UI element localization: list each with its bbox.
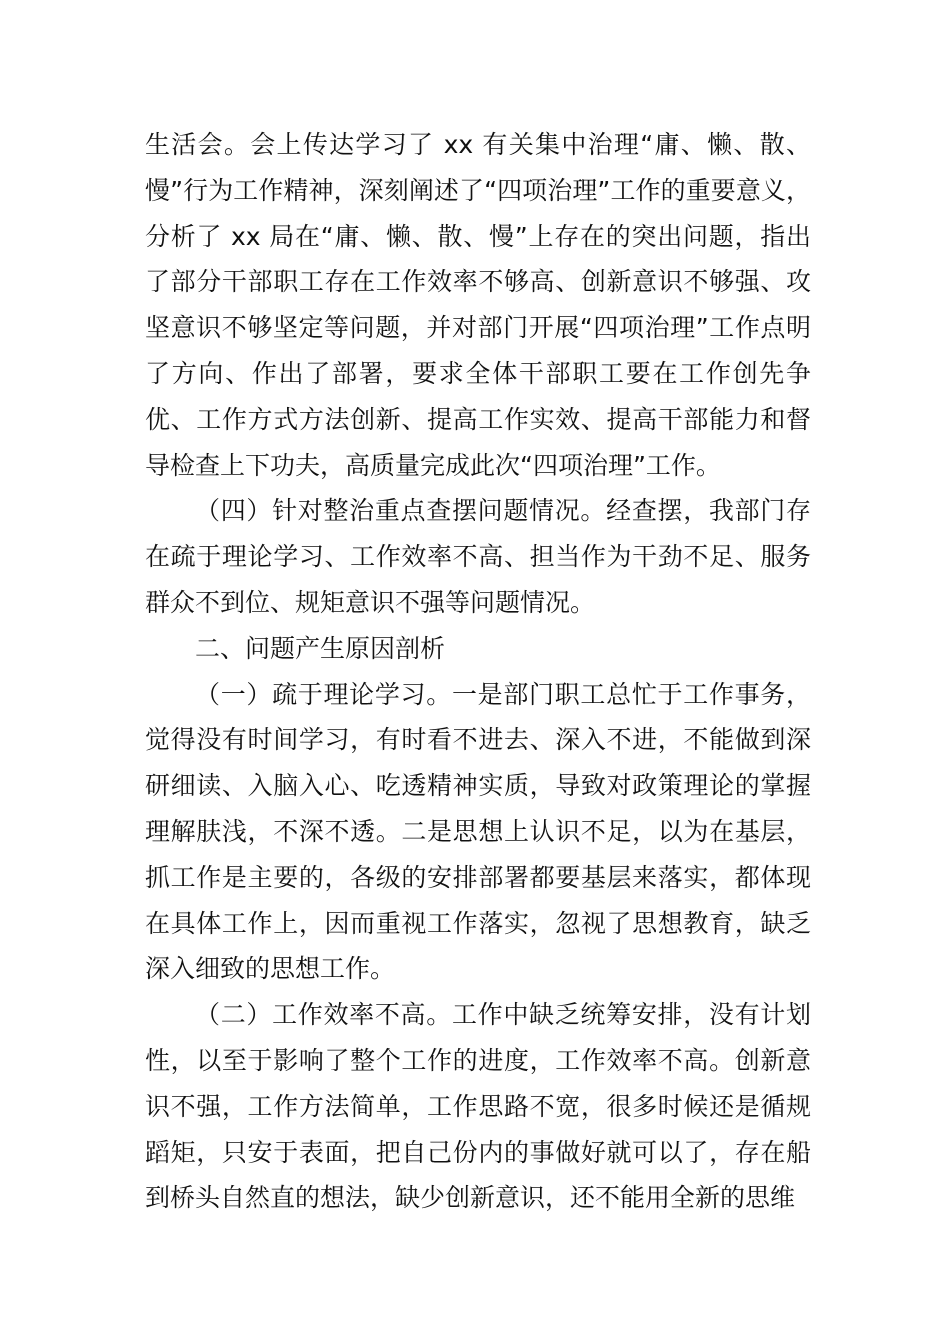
document-body [145, 122, 811, 1221]
paragraph-problem-check: （四）针对整治重点查摆问题情况。经查摆，我部门存在疏于理论学习、工作效率不高、担当作为干劲不足、服务群众不到位、规矩意识不强等问题情况。 [145, 496, 811, 617]
paragraph-theory-study: （一）疏于理论学习。一是部门职工总忙于工作事务，觉得没有时间学习，有时看不进去、深入不进，不能做到深研细读、入脑入心、吃透精神实质，导致对政策理论的掌握理解肤浅，不深不透。二是思想上认识不足，以为在基层，抓工作是主要的，各级的安排部署都要基层来落实，都体现在具体工作上，因而重视工作落实，忽视了思想教育，缺乏深入细致的思想工作。 [145, 679, 811, 984]
paragraph-meeting-summary: 生活会。会上传达学习了 xx 有关集中治理“庸、懒、散、慢”行为工作精神，深刻阐述了“四项治理”工作的重要意义，分析了 xx 局在“庸、懒、散、慢”上存在的突出问题，指出了部分干部职工存在工作效率不够高、创新意识不够强、攻坚意识不够坚定等问题，并对部门开展“四项治理”工作点明了方向、作出了部署，要求全体干部职工要在工作创先争优、工作方式方法创新、提高工作实效、提高干部能力和督导检查上下功夫，高质量完成此次“四项治理”工作。 [145, 130, 811, 480]
paragraph-work-efficiency: （二）工作效率不高。工作中缺乏统筹安排，没有计划性，以至于影响了整个工作的进度，工作效率不高。创新意识不强，工作方法简单，工作思路不宽，很多时候还是循规蹈矩，只安于表面，把自己份内的事做好就可以了，存在船到桥头自然直的想法，缺少创新意识，还不能用全新的思维 [145, 1000, 811, 1213]
section-heading-cause-analysis: 二、问题产生原因剖析 [195, 633, 446, 663]
